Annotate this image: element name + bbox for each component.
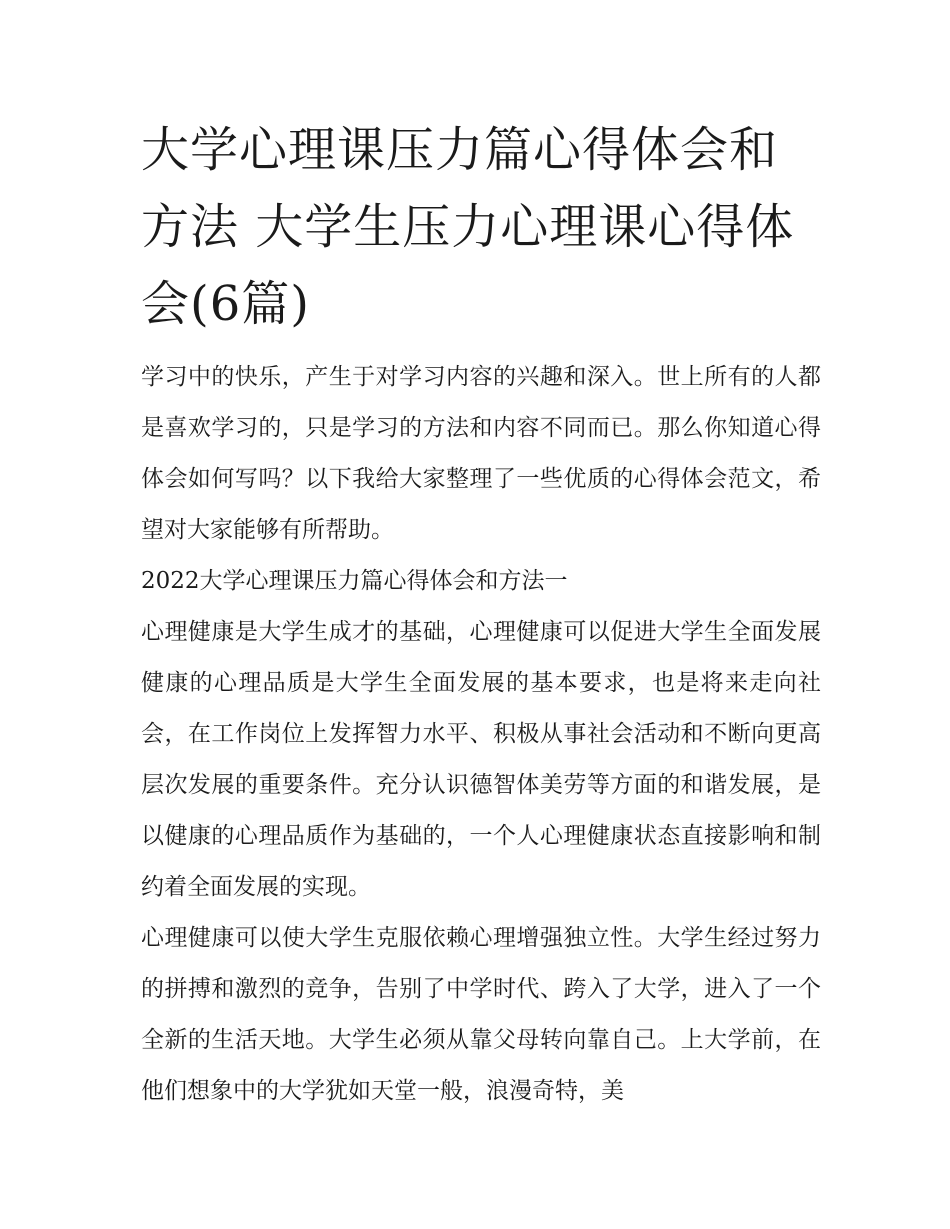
intro-paragraph: 学习中的快乐，产生于对学习内容的兴趣和深入。世上所有的人都是喜欢学习的，只是学习的方法和内容不同而已。那么你知道心得体会如何写吗？以下我给大家整理了一些优质的心得体会范文，希望对大家能够有所帮助。 — [141, 364, 821, 543]
body-paragraph: 心理健康是大学生成才的基础，心理健康可以促进大学生全面发展健康的心理品质是大学生全面发展的基本要求，也是将来走向社会，在工作岗位上发挥智力水平、积极从事社会活动和不断向更高层次发展的重要条件。充分认识德智体美劳等方面的和谐发展，是以健康的心理品质作为基础的，一个人心理健康状态直接影响和制约着全面发展的实现。 — [141, 619, 821, 900]
body-paragraph: 心理健康可以使大学生克服依赖心理增强独立性。大学生经过努力的拼搏和激烈的竞争，告别了中学时代、跨入了大学，进入了一个全新的生活天地。大学生必须从靠父母转向靠自己。上大学前，在他们想象中的大学犹如天堂一般，浪漫奇特，美 — [141, 925, 821, 1104]
document-body — [141, 352, 821, 1117]
section-heading: 2022大学心理课压力篇心得体会和方法一 — [141, 568, 568, 594]
document-title: 大学心理课压力篇心得体会和方法 大学生压力心理课心得体会(6篇) — [141, 122, 795, 332]
